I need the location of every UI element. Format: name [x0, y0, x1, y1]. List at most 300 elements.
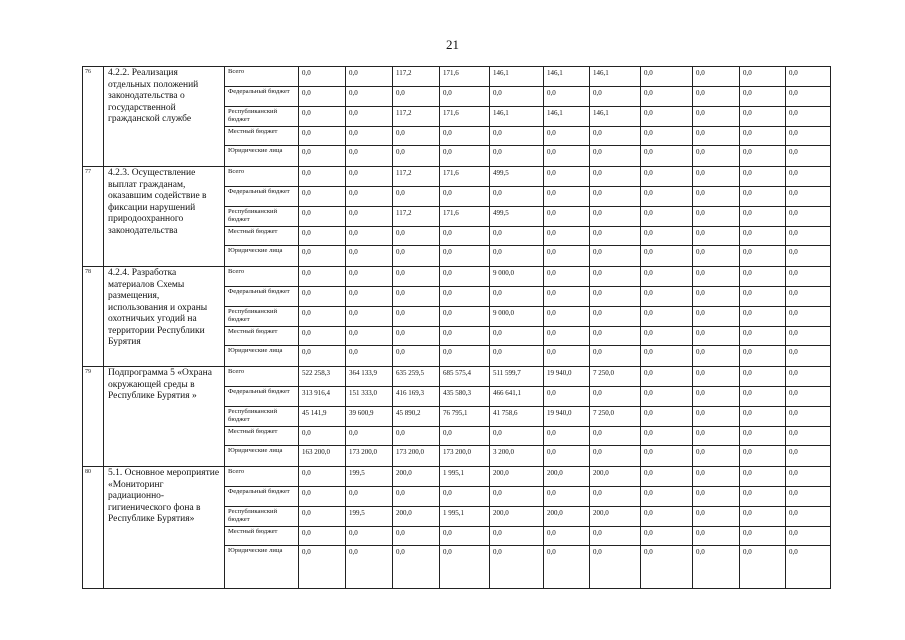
table-body: [83, 67, 831, 589]
amount-cell: 0,0: [740, 87, 786, 107]
program-item-name: 5.1. Основное мероприятие «Мониторинг радиационно-гигиенического фона в Республике Бурятия»: [104, 467, 225, 589]
amount-cell: 0,0: [299, 107, 346, 127]
amount-cell: 0,0: [641, 407, 693, 427]
amount-cell: 171,6: [440, 67, 490, 87]
table-row: [83, 67, 831, 87]
amount-cell: 45 141,9: [299, 407, 346, 427]
amount-cell: 364 133,9: [346, 367, 393, 387]
amount-cell: 0,0: [693, 307, 740, 327]
amount-cell: 0,0: [786, 287, 831, 307]
amount-cell: 0,0: [299, 346, 346, 367]
amount-cell: 0,0: [590, 207, 641, 227]
funding-source: Юридические лица: [225, 346, 299, 367]
amount-cell: 0,0: [786, 127, 831, 146]
amount-cell: 0,0: [393, 287, 440, 307]
amount-cell: 0,0: [641, 487, 693, 507]
amount-cell: 0,0: [299, 127, 346, 146]
amount-cell: 0,0: [346, 327, 393, 346]
amount-cell: 0,0: [641, 307, 693, 327]
row-number: 76: [83, 67, 104, 167]
amount-cell: 0,0: [490, 227, 544, 246]
amount-cell: 0,0: [641, 346, 693, 367]
amount-cell: 0,0: [786, 167, 831, 187]
amount-cell: 0,0: [346, 67, 393, 87]
amount-cell: 0,0: [590, 387, 641, 407]
amount-cell: 0,0: [346, 307, 393, 327]
amount-cell: 0,0: [544, 427, 590, 446]
amount-cell: 0,0: [693, 327, 740, 346]
amount-cell: 0,0: [393, 307, 440, 327]
table-row: [83, 467, 831, 487]
amount-cell: 0,0: [299, 227, 346, 246]
amount-cell: 199,5: [346, 507, 393, 527]
amount-cell: 0,0: [641, 267, 693, 287]
amount-cell: 173 200,0: [346, 446, 393, 467]
amount-cell: 0,0: [490, 87, 544, 107]
amount-cell: 0,0: [440, 287, 490, 307]
amount-cell: 0,0: [590, 546, 641, 589]
amount-cell: 0,0: [490, 246, 544, 267]
amount-cell: 7 250,0: [590, 367, 641, 387]
amount-cell: 200,0: [393, 507, 440, 527]
amount-cell: 0,0: [490, 127, 544, 146]
amount-cell: 522 258,3: [299, 367, 346, 387]
amount-cell: 0,0: [590, 427, 641, 446]
amount-cell: 200,0: [590, 507, 641, 527]
amount-cell: 9 000,0: [490, 267, 544, 287]
amount-cell: 0,0: [740, 167, 786, 187]
amount-cell: 0,0: [740, 546, 786, 589]
amount-cell: 117,2: [393, 107, 440, 127]
amount-cell: 0,0: [544, 146, 590, 167]
amount-cell: 0,0: [346, 227, 393, 246]
amount-cell: 0,0: [590, 346, 641, 367]
amount-cell: 45 890,2: [393, 407, 440, 427]
row-number: 78: [83, 267, 104, 367]
amount-cell: 0,0: [346, 246, 393, 267]
amount-cell: 117,2: [393, 207, 440, 227]
amount-cell: 0,0: [740, 367, 786, 387]
amount-cell: 435 580,3: [440, 387, 490, 407]
amount-cell: 0,0: [346, 427, 393, 446]
amount-cell: 0,0: [740, 327, 786, 346]
amount-cell: 0,0: [641, 446, 693, 467]
amount-cell: 0,0: [299, 307, 346, 327]
amount-cell: 0,0: [693, 207, 740, 227]
amount-cell: 1 995,1: [440, 467, 490, 487]
amount-cell: 0,0: [490, 346, 544, 367]
amount-cell: 0,0: [693, 146, 740, 167]
funding-source: Юридические лица: [225, 146, 299, 167]
amount-cell: 499,5: [490, 207, 544, 227]
amount-cell: 0,0: [786, 307, 831, 327]
amount-cell: 0,0: [393, 127, 440, 146]
amount-cell: 0,0: [440, 187, 490, 207]
amount-cell: 0,0: [299, 427, 346, 446]
amount-cell: 0,0: [544, 387, 590, 407]
amount-cell: 0,0: [693, 387, 740, 407]
funding-source: Федеральный бюджет: [225, 387, 299, 407]
amount-cell: 0,0: [490, 427, 544, 446]
row-number: 80: [83, 467, 104, 589]
amount-cell: 146,1: [490, 107, 544, 127]
amount-cell: 0,0: [740, 527, 786, 546]
amount-cell: 0,0: [641, 227, 693, 246]
amount-cell: 0,0: [346, 487, 393, 507]
funding-source: Местный бюджет: [225, 227, 299, 246]
amount-cell: 0,0: [346, 107, 393, 127]
amount-cell: 0,0: [641, 187, 693, 207]
amount-cell: 0,0: [693, 227, 740, 246]
amount-cell: 0,0: [641, 127, 693, 146]
program-item-name: Подпрограмма 5 «Охрана окружающей среды в Республике Бурятия »: [104, 367, 225, 467]
amount-cell: 0,0: [740, 187, 786, 207]
amount-cell: 0,0: [299, 507, 346, 527]
amount-cell: 200,0: [490, 467, 544, 487]
amount-cell: 0,0: [693, 127, 740, 146]
amount-cell: 0,0: [299, 87, 346, 107]
amount-cell: 0,0: [786, 267, 831, 287]
amount-cell: 0,0: [440, 427, 490, 446]
amount-cell: 0,0: [544, 327, 590, 346]
amount-cell: 0,0: [693, 546, 740, 589]
amount-cell: 19 940,0: [544, 407, 590, 427]
amount-cell: 0,0: [693, 346, 740, 367]
amount-cell: 117,2: [393, 67, 440, 87]
amount-cell: 0,0: [346, 207, 393, 227]
amount-cell: 0,0: [490, 487, 544, 507]
amount-cell: 0,0: [641, 507, 693, 527]
amount-cell: 0,0: [544, 527, 590, 546]
amount-cell: 0,0: [740, 307, 786, 327]
amount-cell: 200,0: [590, 467, 641, 487]
funding-source: Всего: [225, 467, 299, 487]
amount-cell: 0,0: [786, 527, 831, 546]
amount-cell: 199,5: [346, 467, 393, 487]
funding-source: Республиканский бюджет: [225, 207, 299, 227]
amount-cell: 0,0: [641, 327, 693, 346]
amount-cell: 9 000,0: [490, 307, 544, 327]
funding-source: Всего: [225, 367, 299, 387]
amount-cell: 0,0: [393, 546, 440, 589]
amount-cell: 0,0: [641, 367, 693, 387]
amount-cell: 0,0: [740, 387, 786, 407]
amount-cell: 0,0: [440, 246, 490, 267]
amount-cell: 173 200,0: [440, 446, 490, 467]
amount-cell: 3 200,0: [490, 446, 544, 467]
funding-source: Республиканский бюджет: [225, 107, 299, 127]
amount-cell: 0,0: [544, 246, 590, 267]
amount-cell: 200,0: [544, 467, 590, 487]
amount-cell: 0,0: [346, 346, 393, 367]
amount-cell: 173 200,0: [393, 446, 440, 467]
amount-cell: 0,0: [786, 387, 831, 407]
amount-cell: 0,0: [440, 267, 490, 287]
amount-cell: 0,0: [740, 407, 786, 427]
amount-cell: 0,0: [299, 167, 346, 187]
amount-cell: 200,0: [544, 507, 590, 527]
amount-cell: 0,0: [440, 87, 490, 107]
amount-cell: 0,0: [740, 346, 786, 367]
amount-cell: 0,0: [490, 327, 544, 346]
funding-source: Юридические лица: [225, 546, 299, 589]
amount-cell: 0,0: [590, 87, 641, 107]
amount-cell: 117,2: [393, 167, 440, 187]
amount-cell: 200,0: [490, 507, 544, 527]
amount-cell: 0,0: [490, 546, 544, 589]
amount-cell: 0,0: [590, 307, 641, 327]
funding-source: Всего: [225, 167, 299, 187]
amount-cell: 0,0: [590, 487, 641, 507]
amount-cell: 0,0: [393, 487, 440, 507]
amount-cell: 200,0: [393, 467, 440, 487]
amount-cell: 0,0: [346, 127, 393, 146]
amount-cell: 0,0: [440, 127, 490, 146]
amount-cell: 0,0: [641, 207, 693, 227]
amount-cell: 0,0: [641, 167, 693, 187]
amount-cell: 0,0: [641, 527, 693, 546]
amount-cell: 0,0: [440, 487, 490, 507]
amount-cell: 0,0: [346, 187, 393, 207]
amount-cell: 685 575,4: [440, 367, 490, 387]
amount-cell: 0,0: [786, 487, 831, 507]
amount-cell: 0,0: [740, 427, 786, 446]
amount-cell: 151 333,0: [346, 387, 393, 407]
budget-table: [82, 66, 831, 589]
amount-cell: 0,0: [786, 146, 831, 167]
amount-cell: 0,0: [590, 446, 641, 467]
amount-cell: 0,0: [641, 427, 693, 446]
amount-cell: 0,0: [641, 467, 693, 487]
amount-cell: 0,0: [693, 287, 740, 307]
amount-cell: 0,0: [544, 267, 590, 287]
amount-cell: 0,0: [490, 527, 544, 546]
amount-cell: 0,0: [590, 287, 641, 307]
funding-source: Республиканский бюджет: [225, 407, 299, 427]
amount-cell: 0,0: [641, 287, 693, 307]
amount-cell: 41 758,6: [490, 407, 544, 427]
amount-cell: 0,0: [440, 327, 490, 346]
amount-cell: 0,0: [299, 287, 346, 307]
amount-cell: 146,1: [590, 67, 641, 87]
amount-cell: 0,0: [786, 207, 831, 227]
amount-cell: 0,0: [641, 546, 693, 589]
amount-cell: 313 916,4: [299, 387, 346, 407]
amount-cell: 0,0: [299, 246, 346, 267]
row-number: 79: [83, 367, 104, 467]
amount-cell: 0,0: [490, 287, 544, 307]
funding-source: Местный бюджет: [225, 327, 299, 346]
amount-cell: 0,0: [590, 167, 641, 187]
amount-cell: 0,0: [346, 287, 393, 307]
amount-cell: 0,0: [299, 327, 346, 346]
amount-cell: 0,0: [346, 546, 393, 589]
amount-cell: 0,0: [786, 407, 831, 427]
amount-cell: 0,0: [440, 546, 490, 589]
amount-cell: 0,0: [786, 507, 831, 527]
table-row: [83, 167, 831, 187]
amount-cell: 0,0: [393, 87, 440, 107]
amount-cell: 171,6: [440, 107, 490, 127]
amount-cell: 0,0: [693, 427, 740, 446]
amount-cell: 0,0: [590, 267, 641, 287]
amount-cell: 0,0: [544, 227, 590, 246]
amount-cell: 0,0: [740, 446, 786, 467]
amount-cell: 0,0: [590, 227, 641, 246]
amount-cell: 0,0: [740, 127, 786, 146]
amount-cell: 0,0: [786, 87, 831, 107]
amount-cell: 0,0: [693, 487, 740, 507]
amount-cell: 0,0: [740, 207, 786, 227]
program-item-name: 4.2.4. Разработка материалов Схемы размещения, использования и охраны охотничьих угодий на территории Республики Бурятия: [104, 267, 225, 367]
amount-cell: 0,0: [786, 67, 831, 87]
amount-cell: 0,0: [693, 467, 740, 487]
amount-cell: 0,0: [346, 167, 393, 187]
funding-source: Федеральный бюджет: [225, 187, 299, 207]
amount-cell: 0,0: [299, 67, 346, 87]
amount-cell: 0,0: [393, 427, 440, 446]
program-item-name: 4.2.3. Осуществление выплат гражданам, оказавшим содействие в фиксации нарушений природоохранного законодательства: [104, 167, 225, 267]
amount-cell: 0,0: [641, 146, 693, 167]
amount-cell: 0,0: [740, 487, 786, 507]
amount-cell: 0,0: [693, 507, 740, 527]
amount-cell: 0,0: [544, 307, 590, 327]
amount-cell: 0,0: [740, 227, 786, 246]
amount-cell: 511 599,7: [490, 367, 544, 387]
amount-cell: 76 795,1: [440, 407, 490, 427]
amount-cell: 0,0: [786, 227, 831, 246]
amount-cell: 146,1: [590, 107, 641, 127]
amount-cell: 0,0: [393, 327, 440, 346]
amount-cell: 0,0: [299, 527, 346, 546]
amount-cell: 171,6: [440, 167, 490, 187]
amount-cell: 0,0: [693, 407, 740, 427]
amount-cell: 0,0: [490, 187, 544, 207]
amount-cell: 0,0: [544, 487, 590, 507]
amount-cell: 499,5: [490, 167, 544, 187]
amount-cell: 0,0: [393, 267, 440, 287]
funding-source: Федеральный бюджет: [225, 287, 299, 307]
amount-cell: 171,6: [440, 207, 490, 227]
amount-cell: 0,0: [393, 227, 440, 246]
funding-source: Республиканский бюджет: [225, 307, 299, 327]
amount-cell: 0,0: [693, 446, 740, 467]
funding-source: Федеральный бюджет: [225, 87, 299, 107]
amount-cell: 0,0: [590, 246, 641, 267]
amount-cell: 0,0: [641, 387, 693, 407]
amount-cell: 0,0: [346, 146, 393, 167]
program-item-name: 4.2.2. Реализация отдельных положений законодательства о государственной гражданской службе: [104, 67, 225, 167]
amount-cell: 0,0: [740, 267, 786, 287]
funding-source: Всего: [225, 267, 299, 287]
amount-cell: 0,0: [299, 546, 346, 589]
amount-cell: 0,0: [693, 367, 740, 387]
funding-source: Юридические лица: [225, 446, 299, 467]
amount-cell: 0,0: [544, 167, 590, 187]
amount-cell: 416 169,3: [393, 387, 440, 407]
amount-cell: 0,0: [740, 146, 786, 167]
amount-cell: 0,0: [544, 127, 590, 146]
amount-cell: 0,0: [786, 107, 831, 127]
amount-cell: 0,0: [393, 246, 440, 267]
amount-cell: 0,0: [786, 246, 831, 267]
funding-source: Всего: [225, 67, 299, 87]
funding-source: Республиканский бюджет: [225, 507, 299, 527]
amount-cell: 0,0: [544, 446, 590, 467]
funding-source: Местный бюджет: [225, 127, 299, 146]
amount-cell: 0,0: [393, 146, 440, 167]
amount-cell: 0,0: [346, 527, 393, 546]
amount-cell: 0,0: [740, 467, 786, 487]
amount-cell: 0,0: [786, 346, 831, 367]
amount-cell: 0,0: [544, 187, 590, 207]
amount-cell: 466 641,1: [490, 387, 544, 407]
amount-cell: 146,1: [544, 67, 590, 87]
amount-cell: 0,0: [786, 446, 831, 467]
funding-source: Юридические лица: [225, 246, 299, 267]
amount-cell: 0,0: [740, 287, 786, 307]
row-number: 77: [83, 167, 104, 267]
amount-cell: 0,0: [740, 67, 786, 87]
amount-cell: 19 940,0: [544, 367, 590, 387]
amount-cell: 0,0: [299, 207, 346, 227]
amount-cell: 0,0: [740, 246, 786, 267]
amount-cell: 0,0: [440, 346, 490, 367]
amount-cell: 0,0: [440, 307, 490, 327]
amount-cell: 0,0: [693, 107, 740, 127]
amount-cell: 0,0: [590, 146, 641, 167]
amount-cell: 0,0: [346, 267, 393, 287]
amount-cell: 0,0: [740, 507, 786, 527]
amount-cell: 0,0: [299, 487, 346, 507]
amount-cell: 0,0: [740, 107, 786, 127]
amount-cell: 0,0: [299, 267, 346, 287]
amount-cell: 0,0: [544, 346, 590, 367]
amount-cell: 0,0: [786, 467, 831, 487]
amount-cell: 0,0: [440, 527, 490, 546]
amount-cell: 0,0: [693, 167, 740, 187]
amount-cell: 0,0: [393, 187, 440, 207]
funding-source: Местный бюджет: [225, 527, 299, 546]
amount-cell: 0,0: [393, 346, 440, 367]
amount-cell: 1 995,1: [440, 507, 490, 527]
amount-cell: 0,0: [590, 187, 641, 207]
funding-source: Федеральный бюджет: [225, 487, 299, 507]
amount-cell: 146,1: [544, 107, 590, 127]
amount-cell: 0,0: [544, 287, 590, 307]
amount-cell: 0,0: [490, 146, 544, 167]
amount-cell: 0,0: [590, 327, 641, 346]
amount-cell: 146,1: [490, 67, 544, 87]
amount-cell: 0,0: [440, 146, 490, 167]
amount-cell: 0,0: [346, 87, 393, 107]
amount-cell: 0,0: [693, 246, 740, 267]
amount-cell: 0,0: [440, 227, 490, 246]
amount-cell: 0,0: [299, 146, 346, 167]
amount-cell: 0,0: [590, 527, 641, 546]
amount-cell: 0,0: [693, 267, 740, 287]
amount-cell: 0,0: [590, 127, 641, 146]
table-row: [83, 367, 831, 387]
amount-cell: 635 259,5: [393, 367, 440, 387]
amount-cell: 163 200,0: [299, 446, 346, 467]
amount-cell: 7 250,0: [590, 407, 641, 427]
amount-cell: 0,0: [786, 546, 831, 589]
amount-cell: 0,0: [641, 107, 693, 127]
amount-cell: 39 600,9: [346, 407, 393, 427]
amount-cell: 0,0: [544, 207, 590, 227]
amount-cell: 0,0: [641, 87, 693, 107]
